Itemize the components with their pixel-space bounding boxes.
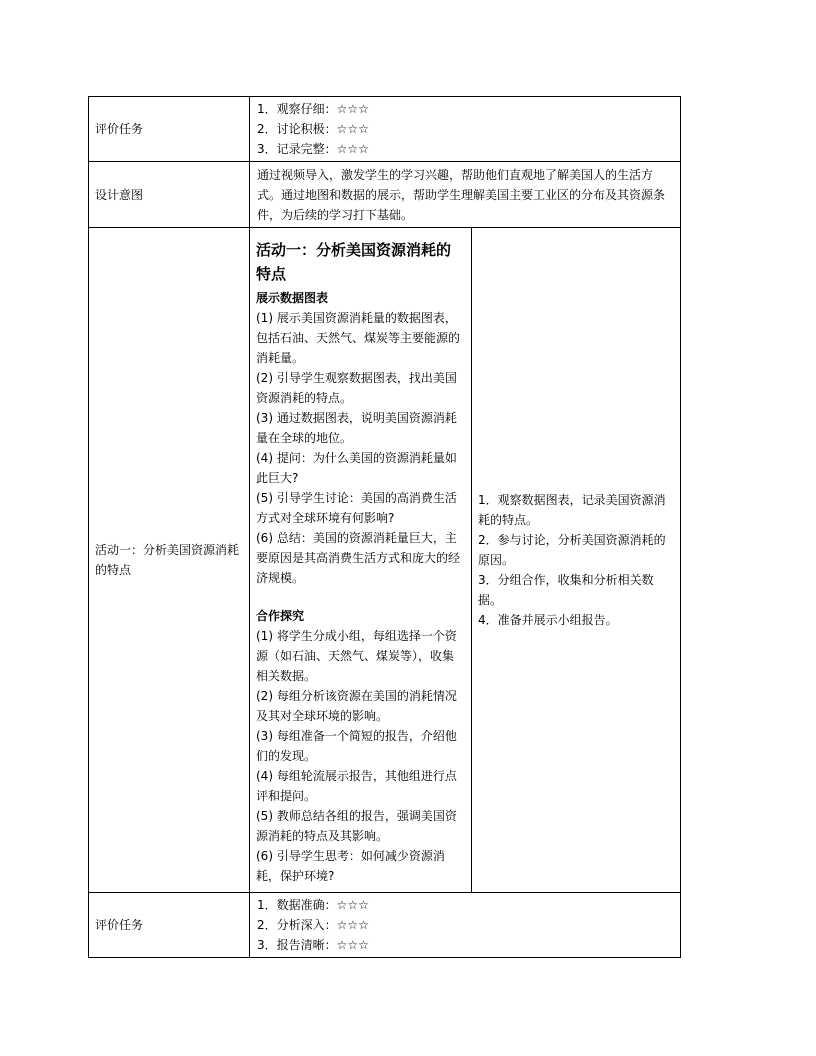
step-item: (2) 引导学生观察数据图表，找出美国资源消耗的特点。 (256, 371, 457, 405)
evaluation-row-2 (89, 893, 681, 958)
step-item: (1) 展示美国资源消耗量的数据图表，包括石油、天然气、煤炭等主要能源的消耗量。 (256, 311, 461, 365)
evaluation-item: 1．观察仔细：☆☆☆ (257, 102, 369, 116)
section-title-data-charts: 展示数据图表 (256, 291, 329, 305)
step-item: (3) 通过数据图表，说明美国资源消耗量在全球的地位。 (256, 411, 457, 445)
activity-label: 活动一：分析美国资源消耗的特点 (95, 543, 240, 577)
evaluation-item: 3．记录完整：☆☆☆ (257, 142, 369, 156)
row-label (89, 162, 250, 228)
evaluation-item: 2．分析深入：☆☆☆ (257, 918, 369, 932)
evaluation-item: 1．数据准确：☆☆☆ (257, 898, 369, 912)
evaluation-item: 3．报告清晰：☆☆☆ (257, 938, 369, 952)
activity-title: 活动一：分析美国资源消耗的特点 (256, 241, 452, 283)
row-label (89, 893, 250, 958)
spacer (256, 588, 465, 606)
teacher-activity-cell (250, 228, 472, 893)
student-item: 3．分组合作，收集和分析相关数据。 (478, 573, 654, 607)
evaluation-label: 评价任务 (95, 122, 144, 136)
step-item: (5) 引导学生讨论：美国的高消费生活方式对全球环境有何影响? (256, 491, 457, 525)
lesson-plan-table (88, 96, 681, 958)
row-label (89, 97, 250, 162)
step-item: (5) 教师总结各组的报告，强调美国资源消耗的特点及其影响。 (256, 809, 457, 843)
step-item: (4) 每组轮流展示报告，其他组进行点评和提问。 (256, 769, 457, 803)
activity-row (89, 228, 681, 893)
evaluation-label: 评价任务 (95, 918, 144, 932)
step-item: (3) 每组准备一个简短的报告，介绍他们的发现。 (256, 729, 457, 763)
step-item: (4) 提问：为什么美国的资源消耗量如此巨大? (256, 451, 457, 485)
design-intent-content (250, 162, 681, 228)
student-item: 4．准备并展示小组报告。 (478, 613, 618, 627)
step-item: (2) 每组分析该资源在美国的消耗情况及其对全球环境的影响。 (256, 689, 457, 723)
section-title-cooperative: 合作探究 (256, 609, 305, 623)
student-item: 1．观察数据图表，记录美国资源消耗的特点。 (478, 493, 666, 527)
step-item: (6) 引导学生思考：如何减少资源消耗，保护环境? (256, 849, 445, 883)
student-item: 2．参与讨论，分析美国资源消耗的原因。 (478, 533, 666, 567)
design-intent-row (89, 162, 681, 228)
row-label (89, 228, 250, 893)
step-item: (6) 总结：美国的资源消耗量巨大，主要原因是其高消费生活方式和庞大的经济规模。 (256, 531, 461, 585)
step-item: (1) 将学生分成小组，每组选择一个资源（如石油、天然气、煤炭等），收集相关数据。 (256, 629, 457, 683)
design-intent-text: 通过视频导入，激发学生的学习兴趣，帮助他们直观地了解美国人的生活方式。通过地图和数据的展示，帮助学生理解美国主要工业区的分布及其资源条件，为后续的学习打下基础。 (257, 167, 666, 222)
evaluation-content (250, 893, 681, 958)
design-intent-label: 设计意图 (95, 187, 144, 202)
evaluation-content (250, 97, 681, 162)
student-activity-cell (472, 228, 681, 893)
evaluation-item: 2．讨论积极：☆☆☆ (257, 122, 369, 136)
evaluation-row-1 (89, 97, 681, 162)
